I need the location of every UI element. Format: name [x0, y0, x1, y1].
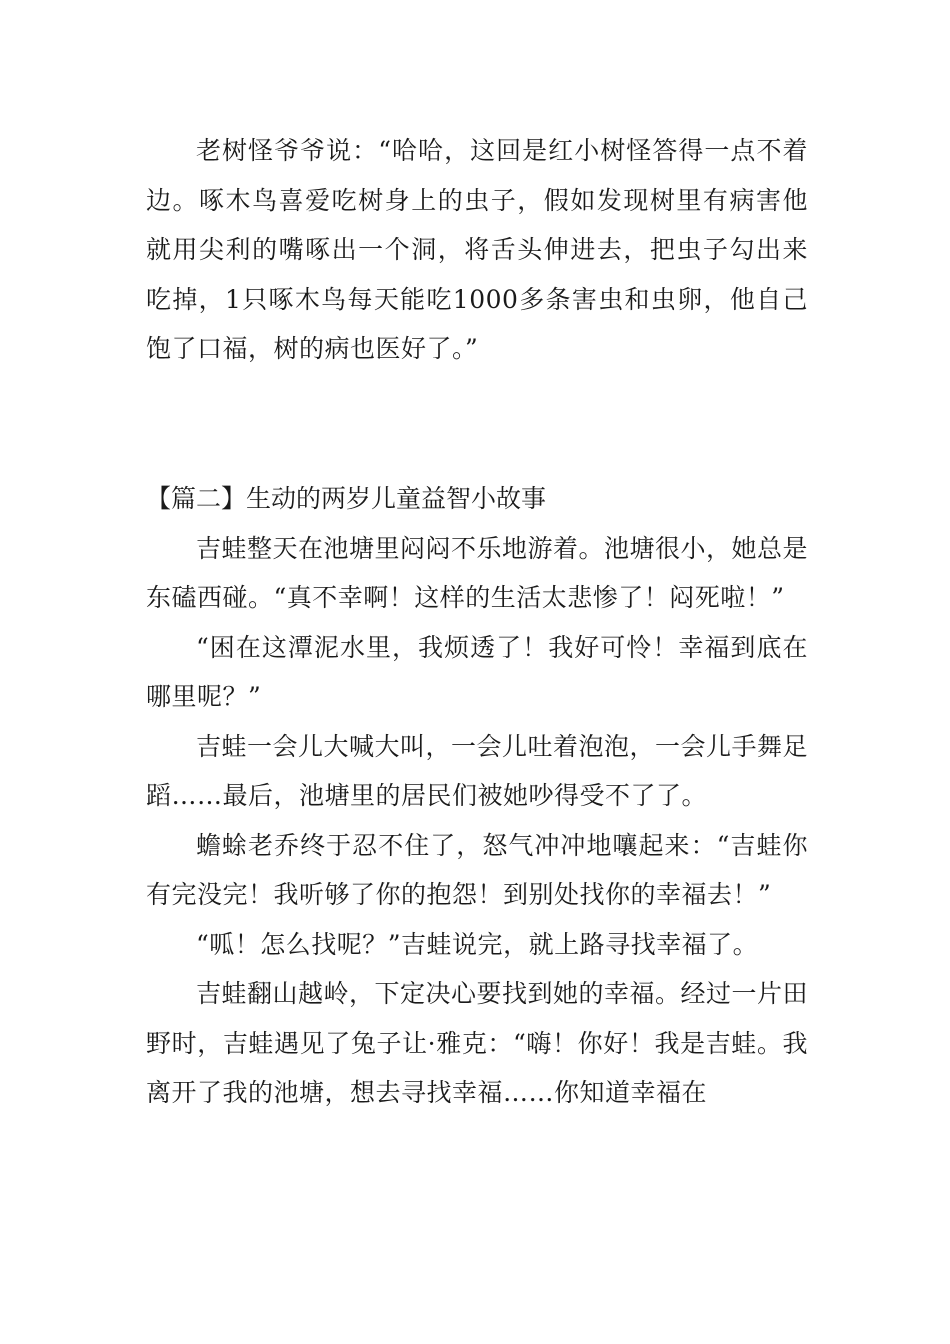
- section-two: [146, 474, 808, 1118]
- story-continuation: [146, 126, 808, 374]
- paragraph: 吉蛙翻山越岭，下定决心要找到她的幸福。经过一片田野时，吉蛙遇见了兔子让·雅克：“嗨！你好！我是吉蛙。我离开了我的池塘，想去寻找幸福……你知道幸福在: [146, 979, 809, 1107]
- paragraph: 吉蛙整天在池塘里闷闷不乐地游着。池塘很小，她总是东磕西碰。“真不幸啊！这样的生活太悲惨了！闷死啦！”: [146, 533, 809, 612]
- paragraph: 老树怪爷爷说：“哈哈，这回是红小树怪答得一点不着边。啄木鸟喜爱吃树身上的虫子，假如发现树里有病害他就用尖利的嘴啄出一个洞，将舌头伸进去，把虫子勾出来吃掉，1只啄木鸟每天能吃1000多条害虫和虫卵，他自己饱了口福，树的病也医好了。”: [146, 136, 808, 363]
- section-heading: 【篇二】生动的两岁儿童益智小故事: [146, 484, 547, 513]
- paragraph: 吉蛙一会儿大喊大叫，一会儿吐着泡泡，一会儿手舞足蹈……最后，池塘里的居民们被她吵得受不了了。: [146, 731, 809, 810]
- paragraph: 蟾蜍老乔终于忍不住了，怒气冲冲地嚷起来：“吉蛙你有完没完！我听够了你的抱怨！到别处找你的幸福去！”: [146, 830, 808, 909]
- paragraph: “困在这潭泥水里，我烦透了！我好可怜！幸福到底在哪里呢？”: [146, 632, 808, 711]
- paragraph: “呱！怎么找呢？”吉蛙说完，就上路寻找幸福了。: [196, 929, 759, 959]
